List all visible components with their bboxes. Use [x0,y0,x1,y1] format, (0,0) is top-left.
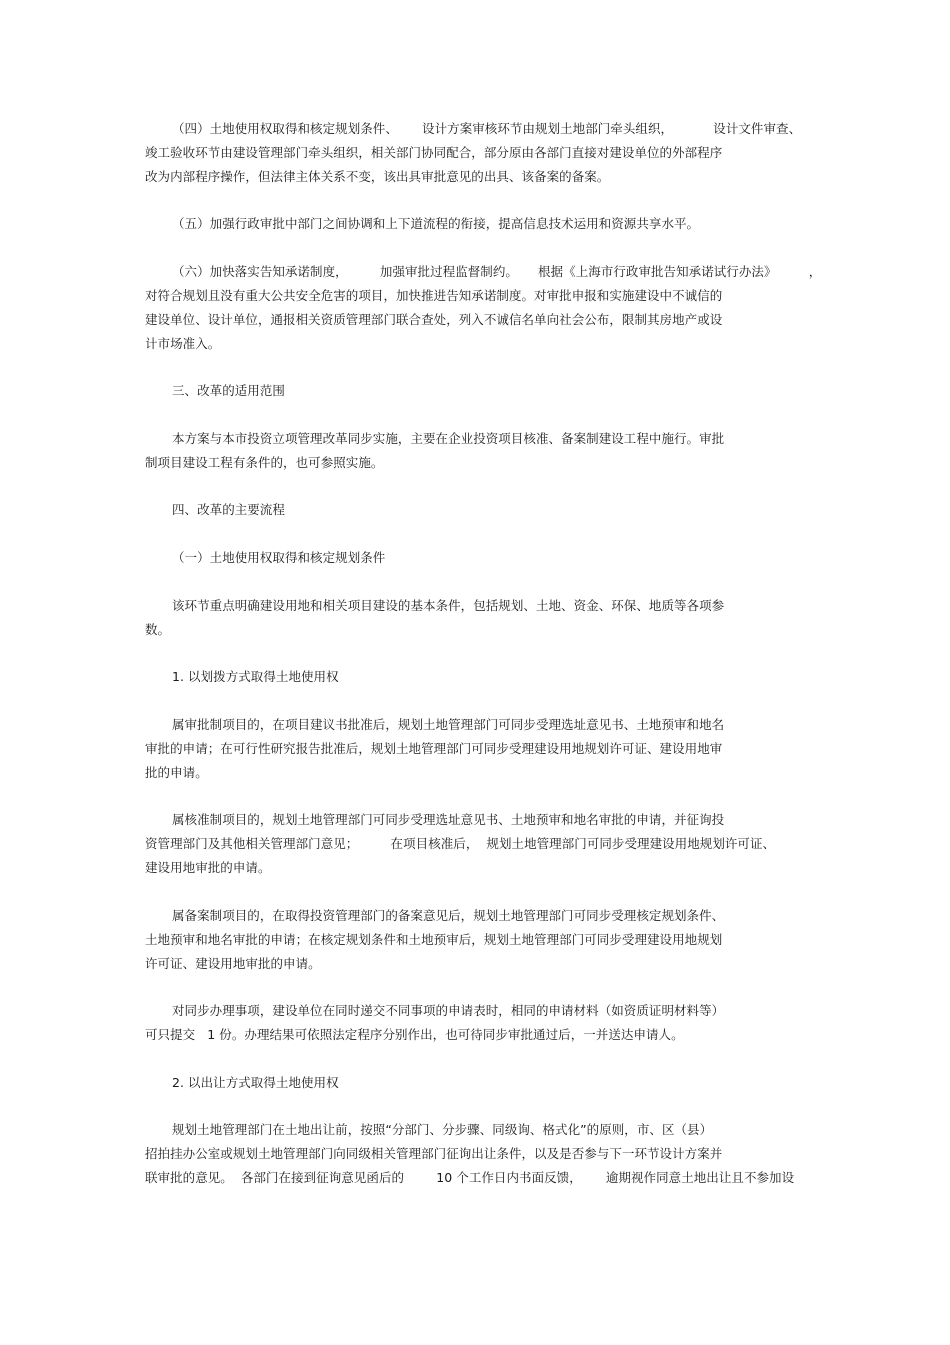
paragraph-line: 对同步办理事项，建设单位在同时递交不同事项的申请表时，相同的申请材料（如资质证明材料等） [172,1003,725,1018]
paragraph-line: 许可证、建设用地审批的申请。 [145,956,321,971]
paragraph-line: 属备案制项目的，在取得投资管理部门的备案意见后，规划土地管理部门可同步受理核定规划条件、 [172,908,725,923]
paragraph-line: 该环节重点明确建设用地和相关项目建设的基本条件，包括规划、土地、资金、环保、地质等各项参 [172,598,725,613]
paragraph-line: 属审批制项目的，在项目建议书批准后，规划土地管理部门可同步受理选址意见书、土地预审和地名 [172,717,725,732]
paragraph-line: 联审批的意见。 各部门在接到征询意见函后的 10 个工作日内书面反馈， 逾期视作同意土地出让且不参加设 [145,1170,795,1185]
paragraph-line: 可只提交 1 份。办理结果可依照法定程序分别作出，也可待同步审批通过后，一并送达申请人。 [145,1027,684,1042]
paragraph-line: 对符合规划且没有重大公共安全危害的项目，加快推进告知承诺制度。对审批申报和实施建设中不诚信的 [145,288,723,303]
paragraph-line: （六）加快落实告知承诺制度， 加强审批过程监督制约。 根据《上海市行政审批告知承诺试行办法》 ， [172,264,822,279]
paragraph-line: （四）土地使用权取得和核定规划条件、 设计方案审核环节由规划土地部门牵头组织， 设计文件审查、 [172,121,802,136]
paragraph-line: 资管理部门及其他相关管理部门意见； 在项目核准后， 规划土地管理部门可同步受理建设用地规划许可证、 [145,836,776,851]
paragraph-line: 建设用地审批的申请。 [145,860,271,875]
subsection-heading: 1. 以划拨方式取得土地使用权 [172,669,339,684]
paragraph-line: 审批的申请；在可行性研究报告批准后，规划土地管理部门可同步受理建设用地规划许可证、建设用地审 [145,741,723,756]
section-heading: 四、改革的主要流程 [172,502,285,517]
paragraph-line: 计市场准入。 [145,336,221,351]
paragraph-line: 批的申请。 [145,765,208,780]
paragraph-line: （五）加强行政审批中部门之间协调和上下道流程的衔接，提高信息技术运用和资源共享水平。 [172,216,700,231]
section-heading: 三、改革的适用范围 [172,383,285,398]
paragraph-line: 土地预审和地名审批的申请；在核定规划条件和土地预审后，规划土地管理部门可同步受理建设用地规划 [145,932,723,947]
paragraph-line: 竣工验收环节由建设管理部门牵头组织，相关部门协同配合，部分原由各部门直接对建设单位的外部程序 [145,145,723,160]
paragraph-line: 改为内部程序操作，但法律主体关系不变，该出具审批意见的出具、该备案的备案。 [145,169,610,184]
paragraph-line: 数。 [145,622,171,637]
subsection-heading: （一）土地使用权取得和核定规划条件 [172,550,386,565]
paragraph-line: 规划土地管理部门在土地出让前，按照“分部门、分步骤、同级询、格式化”的原则，市、区（县） [172,1122,713,1137]
paragraph-line: 招拍挂办公室或规划土地管理部门向同级相关管理部门征询出让条件，以及是否参与下一环节设计方案并 [145,1146,723,1161]
paragraph-line: 属核准制项目的，规划土地管理部门可同步受理选址意见书、土地预审和地名审批的申请，并征询投 [172,812,725,827]
paragraph-line: 本方案与本市投资立项管理改革同步实施，主要在企业投资项目核准、备案制建设工程中施行。审批 [172,431,725,446]
subsection-heading: 2. 以出让方式取得土地使用权 [172,1075,339,1090]
paragraph-line: 制项目建设工程有条件的，也可参照实施。 [145,455,384,470]
paragraph-line: 建设单位、设计单位，通报相关资质管理部门联合查处，列入不诚信名单向社会公布，限制其房地产或设 [145,312,723,327]
